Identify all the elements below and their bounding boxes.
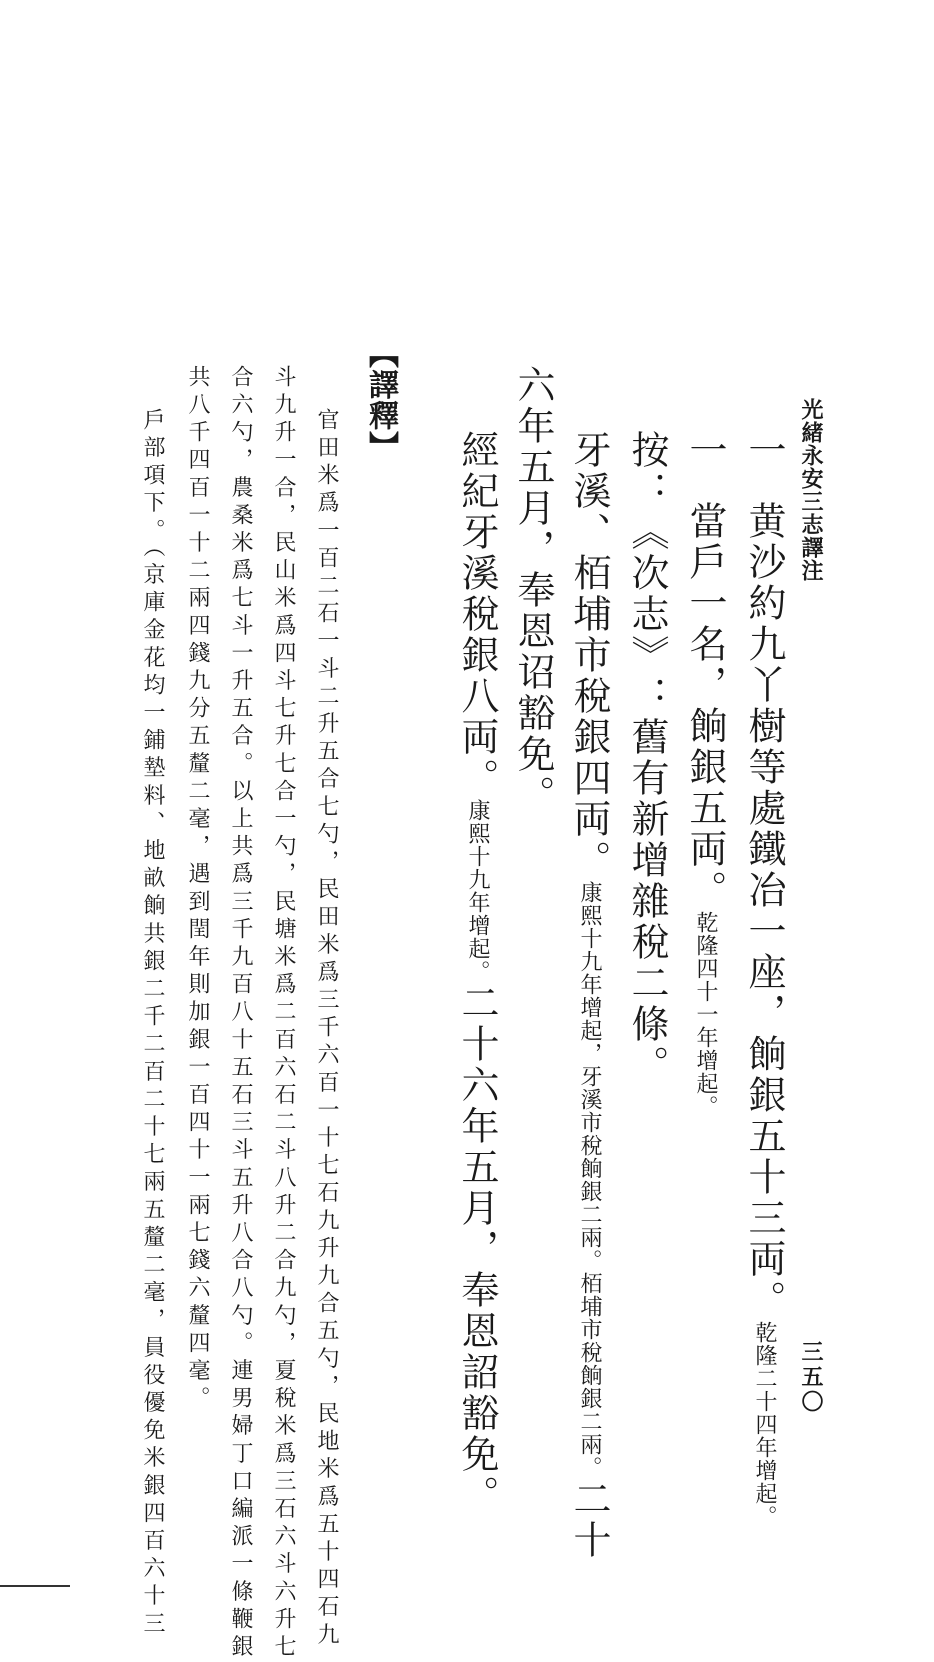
original-text-column-5 <box>511 365 555 816</box>
translation-section-label: 【譯釋】 <box>363 338 398 462</box>
list-bullet: 一 <box>683 430 727 471</box>
original-text-column-1 <box>742 430 786 1528</box>
scan-edge-rule <box>0 1585 70 1587</box>
column-text: 按：《次志》：舊有新增雜稅二條。 <box>625 430 669 1086</box>
translation-line-4: 共八千四百一十二兩四錢九分五釐二毫，遇到閏年則加銀一百四十一兩七錢六釐四毫。 <box>185 365 210 1414</box>
original-text-column-3 <box>625 430 669 1086</box>
annotation-note: 乾隆二十四年增起。 <box>752 1321 777 1528</box>
column-text: 六年五月，奉恩诏豁免。 <box>511 365 555 816</box>
translation-line-2: 斗九升一合，民山米爲四斗七升七合一勺，民塘米爲二百六石二斗八升二合九勺，夏稅米爲三石六斗六升七 <box>271 365 296 1662</box>
page-number: 三五〇 <box>798 1340 824 1415</box>
list-bullet: 一 <box>742 430 786 471</box>
translation-line-3: 合六勺，農桑米爲七斗一升五合。以上共爲三千九百八十五石三斗五升八合八勺。連男婦丁口編派一條鞭銀 <box>228 365 253 1662</box>
column-text: 黄沙約九丫樹等處鐵冶一座，餉銀五十三両。 <box>742 501 786 1321</box>
column-tail: 二十六年五月，奉恩詔豁免。 <box>455 983 499 1516</box>
running-header-title: 光緒永安三志譯注 <box>798 398 824 582</box>
column-text: 牙溪、栢埔市稅銀四両。 <box>567 430 611 881</box>
original-text-column-4 <box>567 430 611 1561</box>
original-text-column-6 <box>455 430 499 1516</box>
column-text: 經紀牙溪稅銀八両。 <box>455 430 499 799</box>
original-text-column-2 <box>683 430 727 1118</box>
translation-line-5: 戶部項下。（京庫金花均一鋪墊料、地畝餉共銀二千二百二十七兩五釐二毫，員役優免米銀四百六十三 <box>140 408 165 1639</box>
annotation-note: 康熙十九年增起。 <box>465 799 490 983</box>
translation-line-1: 官田米爲一百二石一斗二升五合七勺，民田米爲三千六百一十七石九升九合五勺，民地米爲五十四石九 <box>314 408 339 1650</box>
column-tail: 二十 <box>567 1479 611 1561</box>
annotation-note: 康熙十九年增起，牙溪市稅餉銀二兩。栢埔市稅餉銀二兩。 <box>577 881 602 1479</box>
annotation-note: 乾隆四十一年增起。 <box>693 911 718 1118</box>
column-text: 當戶一名，餉銀五両。 <box>683 501 727 911</box>
